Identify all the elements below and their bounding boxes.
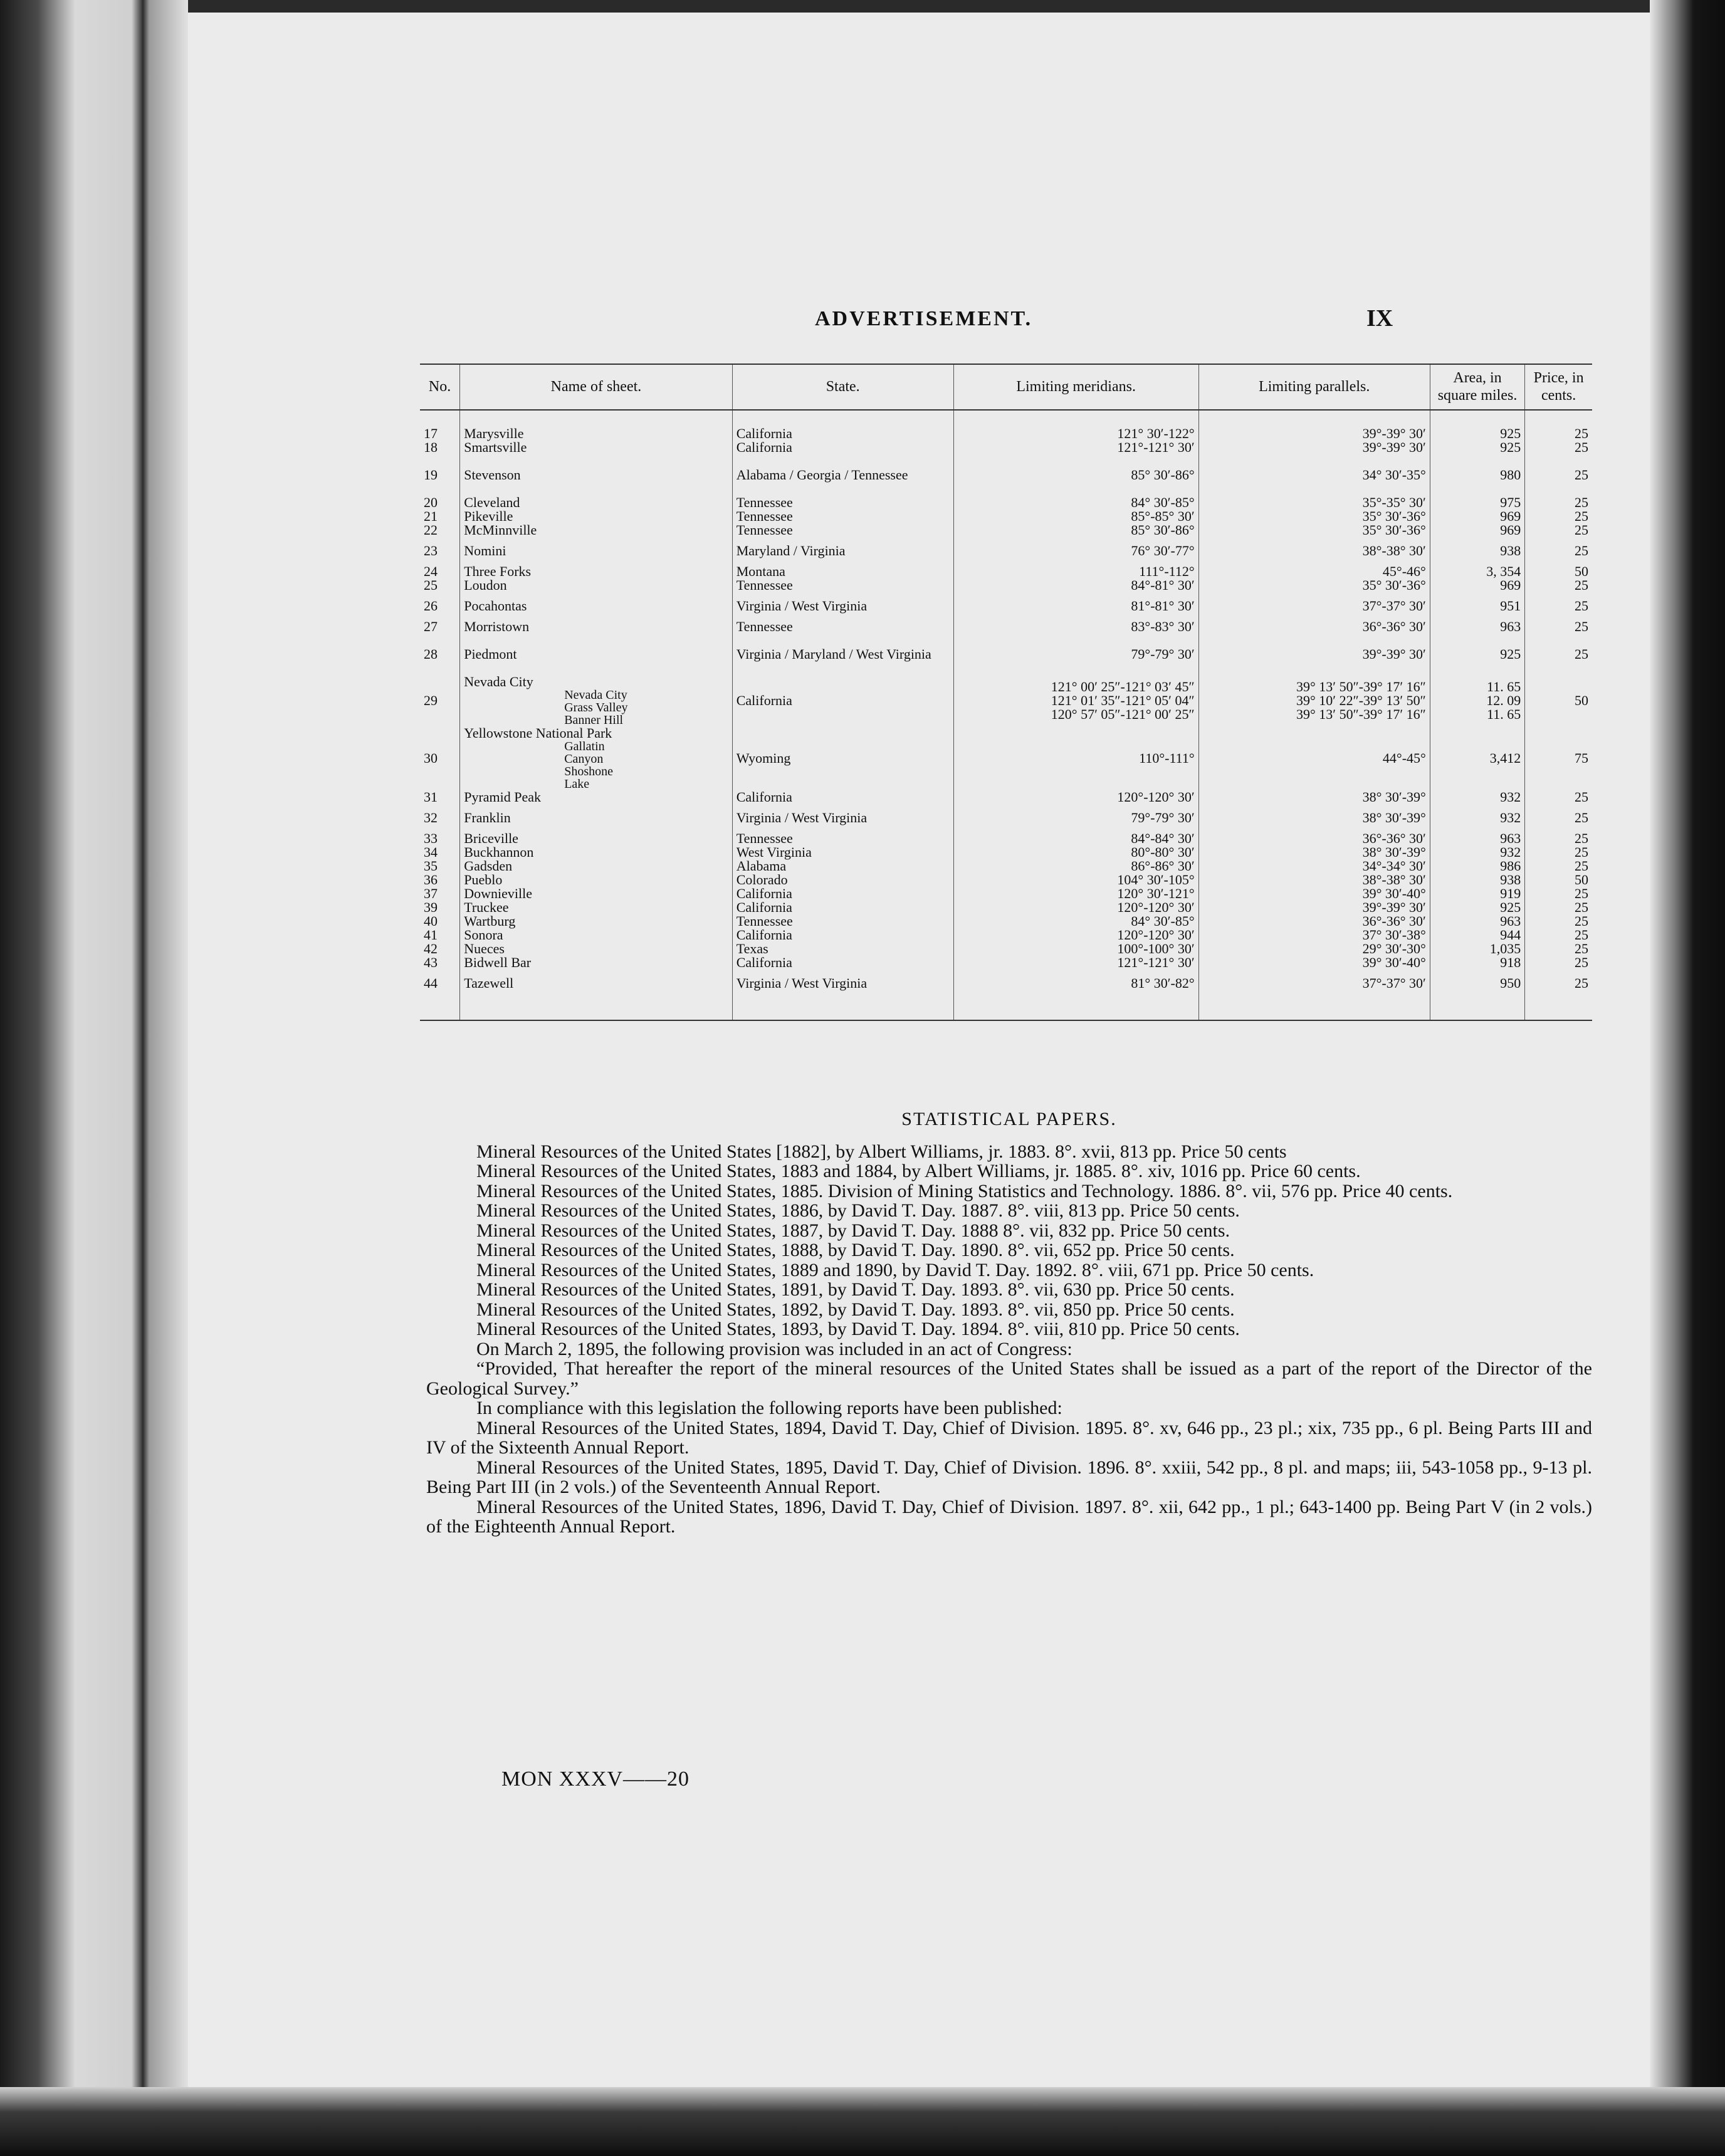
sheet-price: 25 [1575,522,1588,538]
sheet-number: 24 [420,565,460,578]
statistical-paragraph: Mineral Resources of the United States, 1891, by David T. Day. 1893. 8°. vii, 630 pp. Price 50 cents. [476,1279,1235,1300]
signature-line: MON XXXV——20 [501,1767,690,1791]
col-meridians: Limiting meridians. [953,364,1198,410]
scan-left-edge [0,0,188,2156]
table-row [420,845,1592,859]
sheet-parallels: 38° 30′-39° [1198,804,1430,832]
sheet-area: 1,035 [1430,942,1524,956]
sheet-number: 43 [420,956,460,970]
table-row [420,887,1592,901]
area-value: 12. 09 [1486,693,1521,709]
sheet-state: Tennessee [732,620,953,634]
sheet-name-text: Briceville [464,830,518,847]
table-row [420,496,1592,510]
sheet-meridians: 84°-81° 30′ [953,578,1198,592]
sheet-name-text: McMinnville [464,522,537,538]
parallel-range: 39° 13′ 50″-39° 17′ 16″ [1296,679,1426,695]
sheet-price: 25 [1575,439,1588,456]
sheet-price: 25 [1575,467,1588,483]
page-number: IX [1366,305,1393,332]
sheet-area: 951 [1430,592,1524,620]
sheet-parallels: 36°-36° 30′ [1198,832,1430,845]
sheet-area: 950 [1430,970,1524,997]
table-header-row [420,364,1592,410]
sheet-price: 75 [1575,750,1588,767]
statistical-paragraph: Mineral Resources of the United States, 1883 and 1884, by Albert Williams, jr. 1885. 8°. xiv, 1016 pp. Price 60 cents. [476,1161,1361,1181]
sheet-name-text: Pikeville [464,508,513,525]
sheet-number: 23 [420,537,460,565]
sheet-area: 944 [1430,928,1524,942]
sheet-name [460,901,733,914]
sheet-number: 32 [420,804,460,832]
sheet-meridians [953,675,1198,726]
sheet-meridians: 111°-112° [953,565,1198,578]
topographic-sheets-table [420,364,1592,1021]
sheet-number: 37 [420,887,460,901]
col-price: Price, in cents. [1525,364,1592,410]
sheet-name-text: Tazewell [464,975,514,992]
sheet-name-text: Truckee [464,899,509,916]
sheet-number: 42 [420,942,460,956]
scan-bottom-edge [0,2087,1725,2156]
sheet-area: 925 [1430,441,1524,454]
sheet-parallels: 37°-37° 30′ [1198,592,1430,620]
sheet-parallels [1198,675,1430,726]
sheet-name-text: Nomini [464,543,506,559]
table-row [420,859,1592,873]
sheet-parallels: 35° 30′-36° [1198,578,1430,592]
sheet-parallels: 38° 30′-39° [1198,845,1430,859]
sheet-meridians: 85° 30′-86° [953,454,1198,496]
sheet-state: Virginia / West Virginia [732,804,953,832]
sheet-name-text: Marysville [464,426,524,442]
sheet-price: 25 [1575,913,1588,929]
sheet-subname: Nevada City [564,688,627,703]
sheet-price: 50 [1575,563,1588,580]
sheet-number: 33 [420,832,460,845]
table-row [420,832,1592,845]
sheet-number: 27 [420,620,460,634]
scan-right-edge [1650,0,1725,2156]
sheet-price: 25 [1575,927,1588,943]
sheet-parallels: 36°-36° 30′ [1198,914,1430,928]
sheet-name [460,634,733,675]
sheet-parallels: 44°-45° [1198,726,1430,790]
col-no: No. [420,364,460,410]
sheet-name [460,620,733,634]
sheet-price: 25 [1575,858,1588,874]
sheet-parallels: 38°-38° 30′ [1198,537,1430,565]
sheet-area: 938 [1430,537,1524,565]
sheet-parallels: 39° 30′-40° [1198,956,1430,970]
sheet-meridians: 81°-81° 30′ [953,592,1198,620]
sheet-state: California [732,427,953,441]
meridian-range: 121° 00′ 25″-121° 03′ 45″ [1051,679,1195,695]
sheet-parallels: 45°-46° [1198,565,1430,578]
sheet-area: 919 [1430,887,1524,901]
sheet-number: 44 [420,970,460,997]
sheet-state: California [732,956,953,970]
table-row [420,790,1592,804]
table-row [420,675,1592,726]
sheet-price: 25 [1575,508,1588,525]
sheet-name [460,523,733,537]
sheet-meridians: 84°-84° 30′ [953,832,1198,845]
statistical-paragraph: In compliance with this legislation the following reports have been published: [476,1398,1062,1418]
statistical-paragraph: On March 2, 1895, the following provision was included in an act of Congress: [476,1338,1072,1359]
statistical-heading: STATISTICAL PAPERS. [901,1109,1117,1129]
sheet-name-text: Wartburg [464,913,516,929]
sheet-name [460,942,733,956]
sheet-name [460,592,733,620]
table-row [420,901,1592,914]
sheet-area: 925 [1430,427,1524,441]
sheet-state: Virginia / West Virginia [732,592,953,620]
sheet-state: California [732,675,953,726]
sheet-area: 986 [1430,859,1524,873]
sheet-area: 932 [1430,845,1524,859]
sheet-name-text: Cleveland [464,495,520,511]
sheet-name [460,726,733,790]
sheet-state: California [732,887,953,901]
sheet-state: Maryland / Virginia [732,537,953,565]
statistical-paragraph: Mineral Resources of the United States, 1889 and 1890, by David T. Day. 1892. 8°. viii, 671 pp. Price 50 cents. [476,1259,1314,1280]
sheet-number: 21 [420,510,460,523]
sheet-area: 969 [1430,523,1524,537]
sheet-name [460,956,733,970]
table-row [420,454,1592,496]
statistical-paragraph: Mineral Resources of the United States, 1894, David T. Day, Chief of Division. 1895. 8°. xv, 646 pp., 23 pl.; xix, 735 pp., 6 pl. Being Parts III and IV of the Sixteenth Annual Report. [426,1417,1592,1458]
sheet-area: 3,412 [1430,726,1524,790]
sheet-state: Texas [732,942,953,956]
sheet-area: 932 [1430,804,1524,832]
sheet-meridians: 104° 30′-105° [953,873,1198,887]
sheet-parallels: 39°-39° 30′ [1198,427,1430,441]
table-body [420,410,1592,1020]
table-row [420,970,1592,997]
sheet-price: 25 [1575,941,1588,957]
sheet-price: 25 [1575,577,1588,594]
table-row [420,441,1592,454]
sheet-meridians: 85° 30′-86° [953,523,1198,537]
sheet-name [460,845,733,859]
sheet-area: 3, 354 [1430,565,1524,578]
sheet-number: 41 [420,928,460,942]
sheet-price: 25 [1575,844,1588,861]
sheet-price: 25 [1575,789,1588,805]
sheet-name-text: Stevenson [464,467,521,483]
statistical-paragraph: Mineral Resources of the United States, 1888, by David T. Day. 1890. 8°. vii, 652 pp. Price 50 cents. [476,1240,1235,1260]
meridian-range: 120° 57′ 05″-121° 00′ 25″ [1051,706,1195,723]
sheet-name-text: Nevada City [464,674,533,690]
table-row [420,578,1592,592]
sheet-meridians: 79°-79° 30′ [953,804,1198,832]
statistical-paragraph: Mineral Resources of the United States, 1892, by David T. Day. 1893. 8°. vii, 850 pp. Price 50 cents. [476,1299,1235,1320]
sheet-name-text: Franklin [464,810,511,826]
sheet-state: Virginia / West Virginia [732,970,953,997]
meridian-range: 121° 01′ 35″-121° 05′ 04″ [1051,693,1195,709]
sheet-meridians: 121° 30′-122° [953,427,1198,441]
sheet-meridians: 84° 30′-85° [953,496,1198,510]
sheet-number: 25 [420,578,460,592]
sheet-name-text: Bidwell Bar [464,955,532,971]
statistical-paragraph: Mineral Resources of the United States [1882], by Albert Williams, jr. 1883. 8°. xvii, 813 pp. Price 50 cents [476,1141,1287,1162]
sheet-name-text: Loudon [464,577,507,594]
parallel-range: 39° 13′ 50″-39° 17′ 16″ [1296,706,1426,723]
sheet-meridians: 76° 30′-77° [953,537,1198,565]
sheet-number: 34 [420,845,460,859]
sheet-parallels: 34° 30′-35° [1198,454,1430,496]
sheet-price: 25 [1575,955,1588,971]
sheet-state: Alabama / Georgia / Tennessee [732,454,953,496]
sheet-name [460,804,733,832]
sheet-parallels: 39°-39° 30′ [1198,634,1430,675]
sheet-name [460,537,733,565]
area-value: 11. 65 [1487,706,1521,723]
table-row [420,592,1592,620]
statistical-paragraph: Mineral Resources of the United States, 1893, by David T. Day. 1894. 8°. viii, 810 pp. Price 50 cents. [476,1319,1240,1339]
sheet-name-text: Piedmont [464,646,517,662]
table-row [420,565,1592,578]
sheet-name [460,832,733,845]
sheet-name [460,675,733,726]
sheet-parallels: 35°-35° 30′ [1198,496,1430,510]
sheet-price: 25 [1575,426,1588,442]
sheet-state: California [732,790,953,804]
area-value: 11. 65 [1487,679,1521,695]
sheet-number: 20 [420,496,460,510]
sheet-meridians: 120°-120° 30′ [953,928,1198,942]
sheet-parallels: 37° 30′-38° [1198,928,1430,942]
sheet-price: 25 [1575,619,1588,635]
sheet-state: Tennessee [732,523,953,537]
sheet-name-text: Smartsville [464,439,527,456]
sheet-subname: Gallatin [564,740,605,754]
sheet-name [460,790,733,804]
sheet-meridians: 120°-120° 30′ [953,790,1198,804]
sheet-price: 25 [1575,646,1588,662]
sheet-parallels: 35° 30′-36° [1198,523,1430,537]
sheet-subname: Shoshone [564,765,613,779]
running-head [188,301,1650,338]
sheet-state: Virginia / Maryland / West Virginia [732,634,953,675]
statistical-papers [426,1109,1592,1537]
sheet-number: 39 [420,901,460,914]
sheet-state: Tennessee [732,510,953,523]
sheet-subname: Canyon [564,752,604,767]
document-page [188,13,1650,2087]
sheet-state: California [732,441,953,454]
sheet-name-text: Morristown [464,619,530,635]
sheet-meridians: 81° 30′-82° [953,970,1198,997]
sheet-name-text: Pocahontas [464,598,527,614]
col-parallels: Limiting parallels. [1198,364,1430,410]
col-state: State. [732,364,953,410]
sheet-number: 40 [420,914,460,928]
sheet-parallels: 34°-34° 30′ [1198,859,1430,873]
sheet-price: 25 [1575,899,1588,916]
sheet-meridians: 121°-121° 30′ [953,956,1198,970]
statistical-paragraph: “Provided, That hereafter the report of the mineral resources of the United States shall be issued as a part of the report of the Director of the Geological Survey.” [426,1358,1592,1399]
sheet-area: 932 [1430,790,1524,804]
col-name: Name of sheet. [460,364,733,410]
sheet-parallels: 38° 30′-39° [1198,790,1430,804]
table-row [420,510,1592,523]
sheet-state: Wyoming [732,726,953,790]
sheet-name-text: Nueces [464,941,505,957]
table-row [420,620,1592,634]
sheet-name [460,887,733,901]
table-row [420,804,1592,832]
statistical-paragraph: Mineral Resources of the United States, 1886, by David T. Day. 1887. 8°. viii, 813 pp. Price 50 cents. [476,1200,1240,1221]
sheet-state: California [732,901,953,914]
sheet-state: Tennessee [732,832,953,845]
sheet-parallels: 39°-39° 30′ [1198,901,1430,914]
sheet-name [460,914,733,928]
col-area: Area, in square miles. [1430,364,1524,410]
sheet-name [460,427,733,441]
sheet-price: 25 [1575,598,1588,614]
sheet-state: Colorado [732,873,953,887]
sheet-meridians: 84° 30′-85° [953,914,1198,928]
statistical-paragraph: Mineral Resources of the United States, 1895, David T. Day, Chief of Division. 1896. 8°. xxiii, 542 pp., 8 pl. and maps; iii, 543-1058 pp., 9-13 pl. Being Part III (in 2 vols.) of the Seventeenth Annual Report. [426,1457,1592,1497]
sheet-parallels: 39° 30′-40° [1198,887,1430,901]
sheet-name [460,454,733,496]
sheet-parallels: 37°-37° 30′ [1198,970,1430,997]
sheet-number: 28 [420,634,460,675]
sheet-parallels: 35° 30′-36° [1198,510,1430,523]
sheet-meridians: 110°-111° [953,726,1198,790]
sheet-meridians: 79°-79° 30′ [953,634,1198,675]
sheet-name-text: Pueblo [464,872,503,888]
sheet-price: 25 [1575,543,1588,559]
sheet-name-text: Pyramid Peak [464,789,542,805]
sheet-name-text: Buckhannon [464,844,534,861]
sheet-name [460,859,733,873]
sheet-number: 19 [420,454,460,496]
sheet-number: 30 [420,726,460,790]
table-row [420,537,1592,565]
table-row [420,634,1592,675]
sheet-meridians: 121°-121° 30′ [953,441,1198,454]
sheet-state: Tennessee [732,496,953,510]
sheet-name-text: Three Forks [464,563,532,580]
sheet-meridians: 80°-80° 30′ [953,845,1198,859]
sheet-parallels: 39°-39° 30′ [1198,441,1430,454]
sheet-area: 918 [1430,956,1524,970]
sheet-area: 963 [1430,620,1524,634]
statistical-paragraph: Mineral Resources of the United States, 1887, by David T. Day. 1888 8°. vii, 832 pp. Price 50 cents. [476,1220,1230,1241]
sheet-price: 25 [1575,886,1588,902]
statistical-paragraph: Mineral Resources of the United States, 1896, David T. Day, Chief of Division. 1897. 8°. xii, 642 pp., 1 pl.; 643-1400 pp. Being Part V (in 2 vols.) of the Eighteenth Annual Report. [426,1496,1592,1537]
sheet-meridians: 86°-86° 30′ [953,859,1198,873]
sheet-area: 963 [1430,832,1524,845]
sheet-subname: Banner Hill [564,713,624,728]
sheet-number: 22 [420,523,460,537]
sheet-name-text: Gadsden [464,858,513,874]
sheet-name [460,441,733,454]
sheet-price: 25 [1575,810,1588,826]
sheet-number: 36 [420,873,460,887]
sheet-price: 50 [1575,693,1588,709]
table-row [420,956,1592,970]
sheet-meridians: 120° 30′-121° [953,887,1198,901]
statistical-paragraphs [426,1142,1592,1537]
sheet-area: 963 [1430,914,1524,928]
sheet-subname: Lake [564,777,590,792]
sheet-area: 925 [1430,901,1524,914]
table-row [420,726,1592,790]
sheet-name [460,873,733,887]
sheet-parallels: 36°-36° 30′ [1198,620,1430,634]
sheet-number: 26 [420,592,460,620]
sheet-price: 25 [1575,975,1588,992]
table-row [420,928,1592,942]
sheet-price: 25 [1575,830,1588,847]
sheet-meridians: 100°-100° 30′ [953,942,1198,956]
sheet-meridians: 83°-83° 30′ [953,620,1198,634]
table-row [420,942,1592,956]
sheet-number: 35 [420,859,460,873]
sheet-state: Tennessee [732,578,953,592]
statistical-paragraph: Mineral Resources of the United States, 1885. Division of Mining Statistics and Technology. 1886. 8°. vii, 576 pp. Price 40 cents. [476,1180,1453,1201]
sheet-price: 50 [1575,872,1588,888]
sheet-meridians: 85°-85° 30′ [953,510,1198,523]
sheet-price: 25 [1575,495,1588,511]
sheet-number: 29 [420,675,460,726]
table-row [420,873,1592,887]
sheet-area: 969 [1430,510,1524,523]
sheet-state: West Virginia [732,845,953,859]
page-title: ADVERTISEMENT. [815,307,1033,330]
sheet-state: Alabama [732,859,953,873]
sheet-name [460,970,733,997]
sheet-area: 925 [1430,634,1524,675]
sheet-number: 31 [420,790,460,804]
sheet-name [460,510,733,523]
sheet-area: 980 [1430,454,1524,496]
sheet-area [1430,675,1524,726]
parallel-range: 39° 10′ 22″-39° 13′ 50″ [1296,693,1426,709]
sheet-name-text: Yellowstone National Park [464,725,612,741]
sheet-parallels: 29° 30′-30° [1198,942,1430,956]
sheet-state: Tennessee [732,914,953,928]
table-row [420,914,1592,928]
sheet-name [460,565,733,578]
sheet-number: 17 [420,427,460,441]
table-row [420,523,1592,537]
sheet-subname: Grass Valley [564,701,628,715]
sheet-parallels: 38°-38° 30′ [1198,873,1430,887]
sheet-number: 18 [420,441,460,454]
sheet-meridians: 120°-120° 30′ [953,901,1198,914]
sheet-name [460,496,733,510]
sheet-area: 969 [1430,578,1524,592]
table-row [420,427,1592,441]
sheet-state: Montana [732,565,953,578]
sheet-name-text: Downieville [464,886,532,902]
sheet-name [460,578,733,592]
sheet-area: 975 [1430,496,1524,510]
sheet-state: California [732,928,953,942]
sheet-name [460,928,733,942]
sheet-area: 938 [1430,873,1524,887]
sheet-name-text: Sonora [464,927,503,943]
